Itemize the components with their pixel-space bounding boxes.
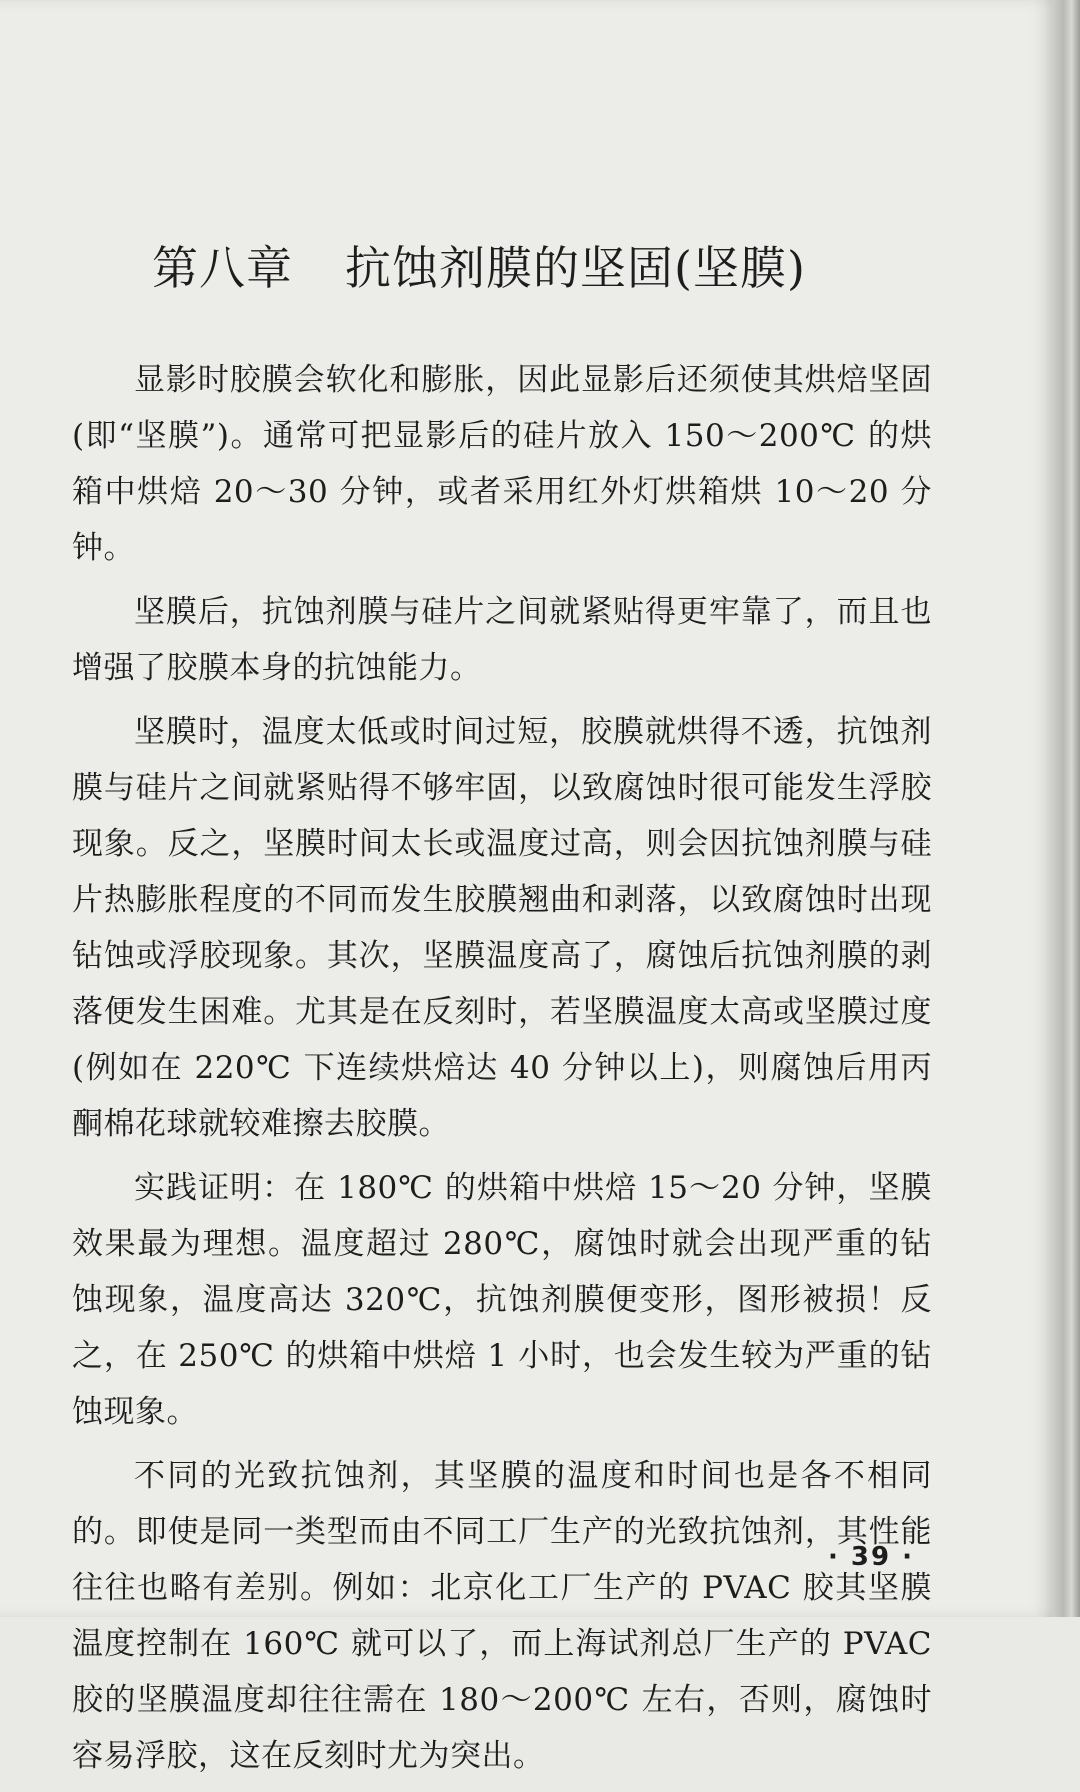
chapter-title	[152, 232, 912, 298]
paragraph: 坚膜时，温度太低或时间过短，胶膜就烘得不透，抗蚀剂膜与硅片之间就紧贴得不够牢固，以致腐蚀时很可能发生浮胶现象。反之，坚膜时间太长或温度过高，则会因抗蚀剂膜与硅片热膨胀程度的不同而发生胶膜翘曲和剥落，以致腐蚀时出现钻蚀或浮胶现象。其次，坚膜温度高了，腐蚀后抗蚀剂膜的剥落便发生困难。尤其是在反刻时，若坚膜温度太高或坚膜过度(例如在 220℃ 下连续烘焙达 40 分钟以上)，则腐蚀后用丙酮棉花球就较难擦去胶膜。	[72, 714, 932, 1142]
chapter-number: 第八章	[152, 241, 293, 295]
page-edge	[1052, 0, 1080, 1617]
page-number: · 39 ·	[828, 1542, 915, 1572]
chapter-name: 抗蚀剂膜的坚固(坚膜)	[345, 241, 806, 295]
paragraph: 不同的光致抗蚀剂，其坚膜的温度和时间也是各不相同的。即使是同一类型而由不同工厂生产的光致抗蚀剂，其性能往往也略有差别。例如：北京化工厂生产的 PVAC 胶其坚膜温度控制在 160℃ 就可以了，而上海试剂总厂生产的 PVAC 胶的坚膜温度却往往需在 180～200℃ 左右，否则，腐蚀时容易浮胶，这在反刻时尤为突出。	[72, 1458, 932, 1774]
body-text	[72, 352, 932, 1792]
paragraph: 显影时胶膜会软化和膨胀，因此显影后还须使其烘焙坚固(即“坚膜”)。通常可把显影后的硅片放入 150～200℃ 的烘箱中烘焙 20～30 分钟，或者采用红外灯烘箱烘 10～20 分钟。	[72, 362, 932, 566]
paragraph: 实践证明：在 180℃ 的烘箱中烘焙 15～20 分钟，坚膜效果最为理想。温度超过 280℃，腐蚀时就会出现严重的钻蚀现象，温度高达 320℃，抗蚀剂膜便变形，图形被损！反之，在 250℃ 的烘箱中烘焙 1 小时，也会发生较为严重的钻蚀现象。	[72, 1170, 932, 1430]
paragraph: 坚膜后，抗蚀剂膜与硅片之间就紧贴得更牢靠了，而且也增强了胶膜本身的抗蚀能力。	[72, 594, 932, 686]
